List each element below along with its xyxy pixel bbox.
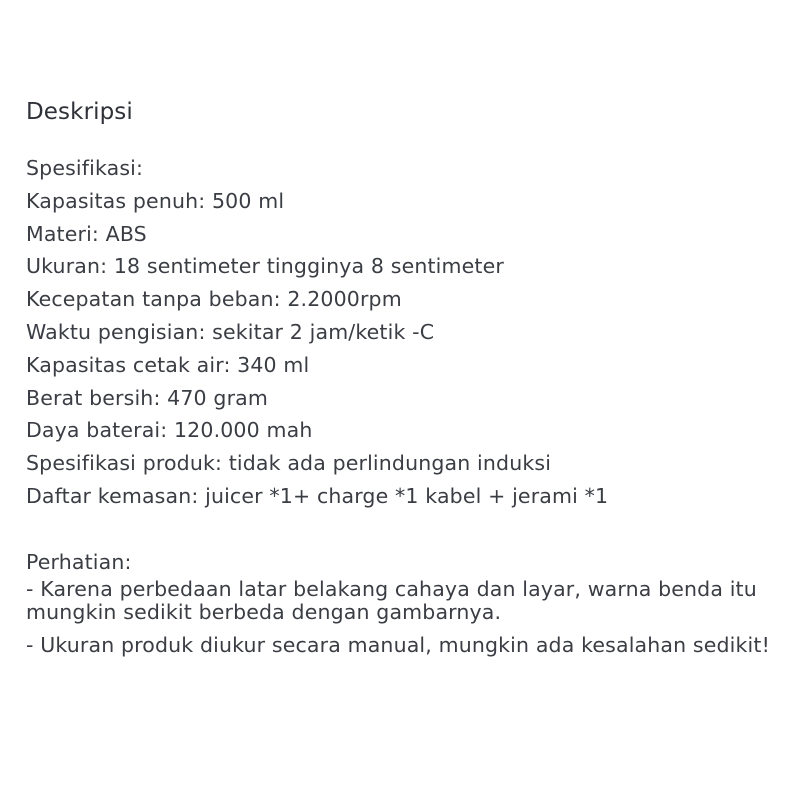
attention-heading: Perhatian: [26,549,132,574]
spec-item: Spesifikasi produk: tidak ada perlindungan induksi [26,451,552,476]
attention-notes [26,578,786,657]
attention-note: - Karena perbedaan latar belakang cahaya dan layar, warna benda itu mungkin sedikit berbeda dengan gambarnya. [26,577,757,625]
spec-item: Berat bersih: 470 gram [26,385,268,410]
spec-item: Daya baterai: 120.000 mah [26,418,313,443]
section-title: Deskripsi [26,99,133,125]
paragraph-gap [26,513,786,546]
spec-item: Daftar kemasan: juicer *1+ charge *1 kabel + jerami *1 [26,483,609,508]
description-body [26,152,786,657]
spec-item: Kecepatan tanpa beban: 2.2000rpm [26,287,402,312]
attention-note: - Ukuran produk diukur secara manual, mungkin ada kesalahan sedikit! [26,633,770,658]
spec-heading: Spesifikasi: [26,156,144,180]
spec-item: Materi: ABS [26,221,147,246]
product-description [26,96,786,657]
spec-item: Kapasitas penuh: 500 ml [26,188,285,213]
spec-item: Kapasitas cetak air: 340 ml [26,352,310,377]
spec-item: Waktu pengisian: sekitar 2 jam/ketik -C [26,319,435,344]
spec-item: Ukuran: 18 sentimeter tingginya 8 sentimeter [26,254,504,279]
